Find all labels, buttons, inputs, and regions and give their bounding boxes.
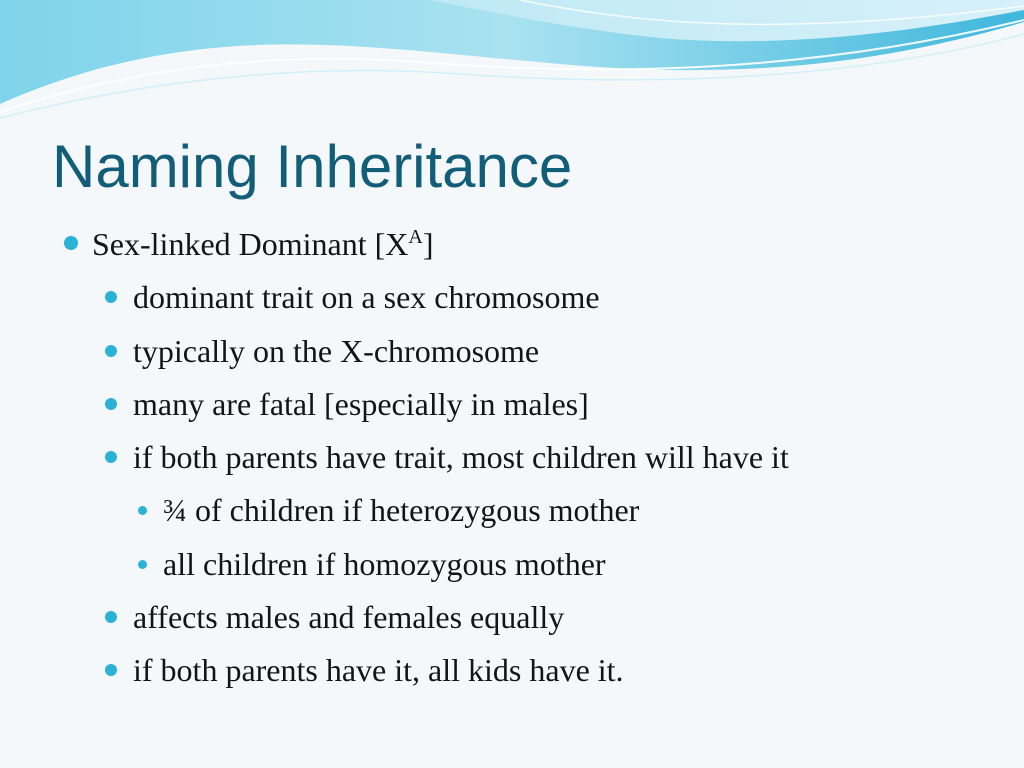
bullet-dot-icon [105, 664, 117, 676]
bullet-dot-icon [105, 345, 117, 357]
bullet-text: dominant trait on a sex chromosome [133, 279, 600, 315]
bullet-superscript: A [408, 226, 423, 248]
bullet-text [92, 224, 434, 264]
bullet-dot-icon [138, 506, 147, 515]
bullet-dot-icon [138, 560, 147, 569]
bullet-dot-icon [105, 451, 117, 463]
bullet-dot-icon [105, 611, 117, 623]
bullet-text: typically on the X-chromosome [133, 333, 540, 369]
bullet-dot-icon [105, 291, 117, 303]
bullet-text: all children if homozygous mother [163, 546, 606, 582]
bullet-text: ¾ of children if heterozygous mother [163, 492, 640, 528]
bullet-text: if both parents have trait, most children will have it [133, 439, 789, 475]
bullet-text-suffix: ] [422, 226, 434, 262]
bullet-dot-icon [105, 398, 117, 410]
bullet-text: affects males and females equally [133, 599, 565, 635]
bullet-text: if both parents have it, all kids have it. [133, 652, 624, 688]
slide-title: Naming Inheritance [52, 133, 573, 200]
bullet-dot-icon [64, 236, 78, 250]
bullet-text-main: Sex-linked Dominant [X [92, 226, 409, 262]
bullet-text: many are fatal [especially in males] [133, 386, 589, 422]
